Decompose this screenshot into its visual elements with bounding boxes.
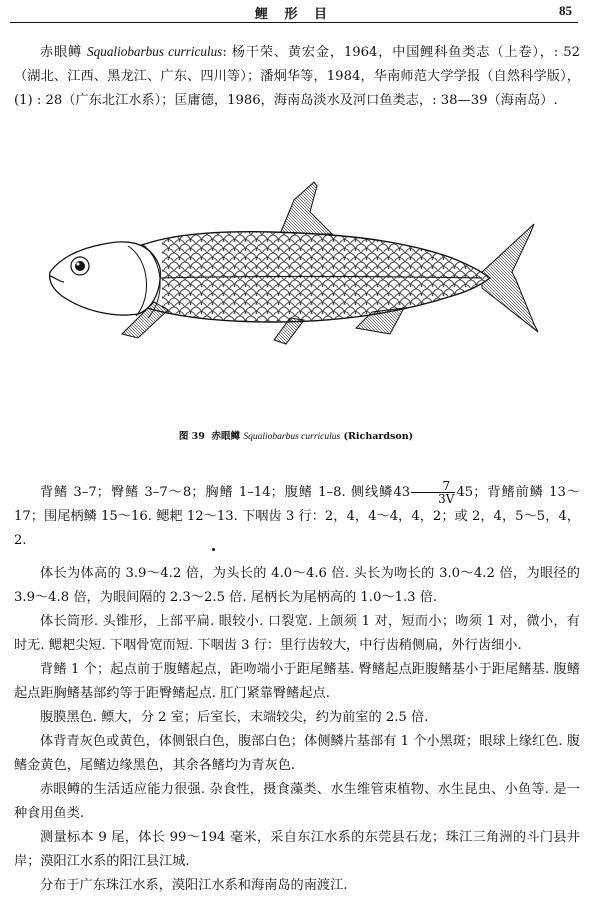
distribution-paragraph: 分布于广东珠江水系，漠阳江水系和海南岛的南渡江. (40, 878, 348, 893)
figure-authority: (Richardson) (343, 431, 414, 442)
figure-common-name: 赤眼鳟 (211, 431, 241, 442)
species-scientific-name: Squaliobarbus curriculus (87, 44, 223, 59)
fins-paragraph: 背鳍 1 个；起点前于腹鳍起点，距吻端小于距尾鳍基. 臀鳍起点距腹鳍基小于距尾鳍基. 腹鳍起点距胸鳍基部约等于距臀鳍起点. 肛门紧靠臀鳍起点. (14, 662, 580, 701)
species-common-name: 赤眼鳟 (40, 45, 83, 60)
meristics-text-before: 背鳍 3–7；臀鳍 3–7～8；胸鳍 1–14；腹鳍 1–8. 侧线鳞43 (40, 485, 411, 500)
morphology-paragraph: 体长筒形. 头锥形，上部平扁. 眼较小. 口裂宽. 上颌须 1 对，短而小；吻须 1 对，微小，有时无. 鳃耙尖短. 下咽骨宽而短. 下咽齿 3 行：里行齿较大，中行齿稍侧扁，外行齿细小. (14, 614, 580, 653)
internal-paragraph: 腹膜黑色. 鳔大，分 2 室；后室长，末端较尖，约为前室的 2.5 倍. (40, 710, 429, 725)
running-title: 鲤 形 目 (254, 7, 334, 22)
synonymy-citation: : 杨干荣、黄宏金，1964，中国鲤科鱼类志（上卷），: 52（湖北、江西、黑龙江、广东、四川等）；潘炯华等，1984，华南师范大学学报（自然科学版），(1) : 28（广东北江水系）；匡庸德，1986，海南岛淡水及河口鱼类志，: 38—39（海南岛）. (14, 45, 580, 108)
figure-label: 图 39 (178, 431, 205, 442)
page-number: 85 (559, 3, 572, 18)
lateral-line-fraction (411, 480, 455, 505)
description-body (14, 562, 580, 898)
figure-scientific-name: Squaliobarbus curriculus (243, 432, 341, 442)
fraction-numerator: 7 (411, 480, 455, 493)
ecology-paragraph: 赤眼鳟的生活适应能力很强. 杂食性，摄食藻类、水生维管束植物、水生昆虫、小鱼等. 是一种食用鱼类. (14, 782, 580, 821)
stray-dot (212, 548, 215, 551)
fraction-denominator: 3V (438, 492, 455, 506)
meristic-paragraph (14, 480, 580, 553)
meristics-text-after: 45；背鳍前鳞 13～17；围尾柄鳞 15～16. 鳃耙 12～13. 下咽齿 3 行：2，4，4～4，4，2；或 2，4，5～5，4，2. (14, 485, 580, 548)
proportions-paragraph: 体长为体高的 3.9～4.2 倍，为头长的 4.0～4.6 倍. 头长为吻长的 3.0～4.2 倍，为眼径的 3.9～4.8 倍，为眼间隔的 2.3～2.5 倍. 尾柄长为尾柄高的 1.0～1.3 倍. (14, 566, 580, 605)
specimens-paragraph: 测量标本 9 尾，体长 99～194 毫米，采自东江水系的东莞县石龙；珠江三角洲的斗门县井岸；漠阳江水系的阳江县江城. (14, 830, 580, 869)
synonymy-paragraph (14, 40, 580, 113)
running-head (10, 2, 578, 23)
figure-caption (0, 428, 592, 442)
fish-illustration (42, 172, 542, 412)
coloration-paragraph: 体背青灰色或黄色，体侧银白色，腹部白色；体侧鳞片基部有 1 个小黑斑；眼球上缘红色. 腹鳍金黄色，尾鳍边缘黑色，其余各鳍均为青灰色. (14, 734, 580, 773)
